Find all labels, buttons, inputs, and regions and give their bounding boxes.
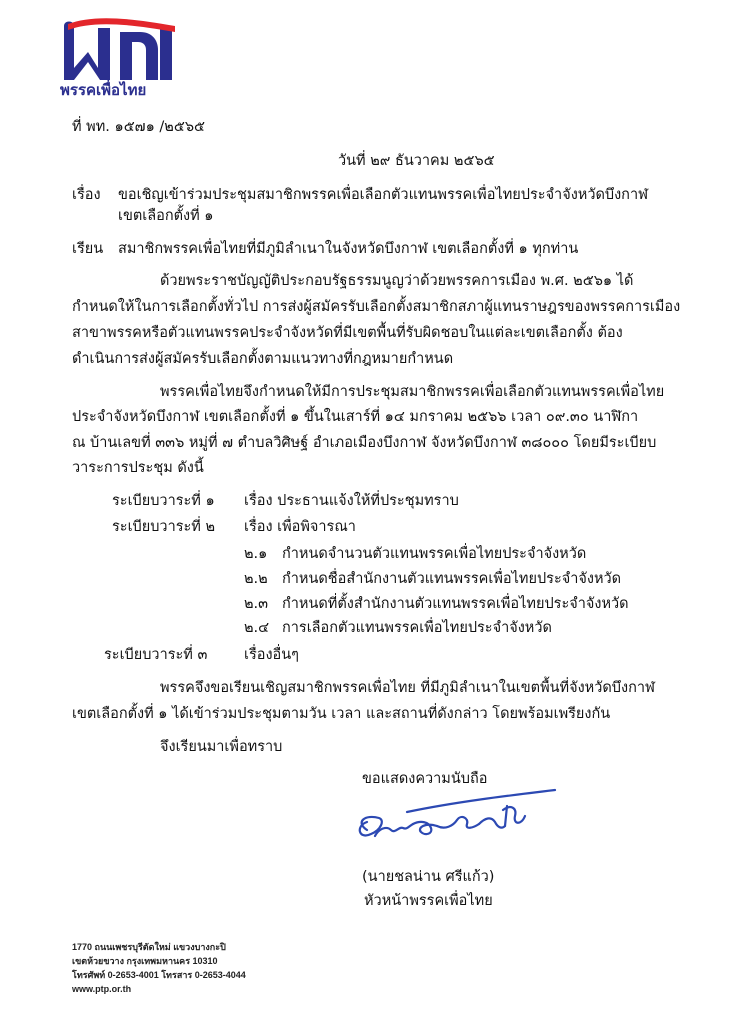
- sub-item-text: กำหนดชื่อสำนักงานตัวแทนพรรคเพื่อไทยประจำจังหวัด: [282, 571, 622, 587]
- sub-item-text: กำหนดที่ตั้งสำนักงานตัวแทนพรรคเพื่อไทยประจำจังหวัด: [282, 596, 629, 612]
- signer-name: (นายชลน่าน ศรีแก้ว): [362, 869, 495, 885]
- sub-item-text: กำหนดจำนวนตัวแทนพรรคเพื่อไทยประจำจังหวัด: [282, 546, 587, 562]
- sub-item-text: การเลือกตัวแทนพรรคเพื่อไทยประจำจังหวัด: [282, 620, 552, 636]
- paragraph-1-line: ด้วยพระราชบัญญัติประกอบรัฐธรรมนูญว่าด้วยพรรคการเมือง พ.ศ. ๒๕๖๑ ได้: [160, 273, 634, 289]
- closing-inform: จึงเรียนมาเพื่อทราบ: [160, 739, 283, 755]
- footer-address-line: 1770 ถนนเพชรบุรีตัดใหม่ แขวงบางกะปิ: [72, 942, 226, 952]
- agenda-label: ระเบียบวาระที่ ๓: [104, 647, 208, 663]
- sub-item-number: ๒.๒: [244, 571, 268, 587]
- party-logo-text: พรรคเพื่อไทย: [60, 81, 147, 99]
- recipient-text: สมาชิกพรรคเพื่อไทยที่มีภูมิลำเนาในจังหวัดบึงกาฬ เขตเลือกตั้งที่ ๑ ทุกท่าน: [118, 241, 579, 257]
- paragraph-1-line: สาขาพรรคหรือตัวแทนพรรคประจำจังหวัดที่มีเขตพื้นที่รับผิดชอบในแต่ละเขตเลือกตั้ง ต้อง: [72, 325, 623, 341]
- paragraph-2-line: ณ บ้านเลขที่ ๓๓๖ หมู่ที่ ๗ ตำบลวิศิษฐ์ อำเภอเมืองบึงกาฬ จังหวัดบึงกาฬ ๓๘๐๐๐ โดยมีระเบียบ: [72, 435, 657, 451]
- paragraph-3-line: พรรคจึงขอเรียนเชิญสมาชิกพรรคเพื่อไทย ที่มีภูมิลำเนาในเขตพื้นที่จังหวัดบึงกาฬ: [160, 680, 655, 696]
- subject-label: เรื่อง: [72, 187, 101, 203]
- footer-contact-line: โทรศัพท์ 0-2653-4001 โทรสาร 0-2653-4044: [72, 970, 246, 980]
- document-number: ที่ พท. ๑๕๗๑ /๒๕๖๕: [72, 119, 205, 135]
- paragraph-1-line: ดำเนินการส่งผู้สมัครรับเลือกตั้งตามแนวทางที่กฎหมายกำหนด: [72, 351, 454, 367]
- paragraph-2-line: ประจำจังหวัดบึงกาฬ เขตเลือกตั้งที่ ๑ ขึ้นในเสาร์ที่ ๑๔ มกราคม ๒๕๖๖ เวลา ๐๙.๓๐ นาฬิกา: [72, 409, 639, 425]
- agenda-topic: เรื่อง ประธานแจ้งให้ที่ประชุมทราบ: [244, 493, 459, 509]
- sub-item-number: ๒.๑: [244, 546, 268, 562]
- agenda-topic: เรื่องอื่นๆ: [244, 647, 299, 663]
- footer-website[interactable]: www.ptp.or.th: [72, 984, 132, 994]
- signature-icon: [345, 786, 560, 856]
- agenda-topic: เรื่อง เพื่อพิจารณา: [244, 519, 356, 535]
- paragraph-3-line: เขตเลือกตั้งที่ ๑ ได้เข้าร่วมประชุมตามวัน เวลา และสถานที่ดังกล่าว โดยพร้อมเพรียงกัน: [72, 706, 611, 722]
- subject-line-1: ขอเชิญเข้าร่วมประชุมสมาชิกพรรคเพื่อเลือกตัวแทนพรรคเพื่อไทยประจำจังหวัดบึงกาฬ: [118, 187, 649, 203]
- document-date: วันที่ ๒๙ ธันวาคม ๒๕๖๕: [338, 153, 495, 169]
- subject-line-2: เขตเลือกตั้งที่ ๑: [118, 208, 214, 224]
- sub-item-number: ๒.๔: [244, 620, 270, 636]
- paragraph-2-line: วาระการประชุม ดังนี้: [72, 460, 204, 476]
- sub-item-number: ๒.๓: [244, 596, 269, 612]
- recipient-label: เรียน: [72, 241, 104, 257]
- signer-position: หัวหน้าพรรคเพื่อไทย: [364, 893, 493, 909]
- agenda-label: ระเบียบวาระที่ ๑: [112, 493, 215, 509]
- closing-regards: ขอแสดงความนับถือ: [362, 771, 488, 787]
- agenda-label: ระเบียบวาระที่ ๒: [112, 519, 216, 535]
- paragraph-1-line: กำหนดให้ในการเลือกตั้งทั่วไป การส่งผู้สมัครรับเลือกตั้งสมาชิกสภาผู้แทนราษฎรของพรรคการเมือง: [72, 299, 681, 315]
- paragraph-2-line: พรรคเพื่อไทยจึงกำหนดให้มีการประชุมสมาชิกพรรคเพื่อเลือกตัวแทนพรรคเพื่อไทย: [160, 384, 665, 400]
- footer-address-line: เขตห้วยขวาง กรุงเทพมหานคร 10310: [72, 956, 218, 966]
